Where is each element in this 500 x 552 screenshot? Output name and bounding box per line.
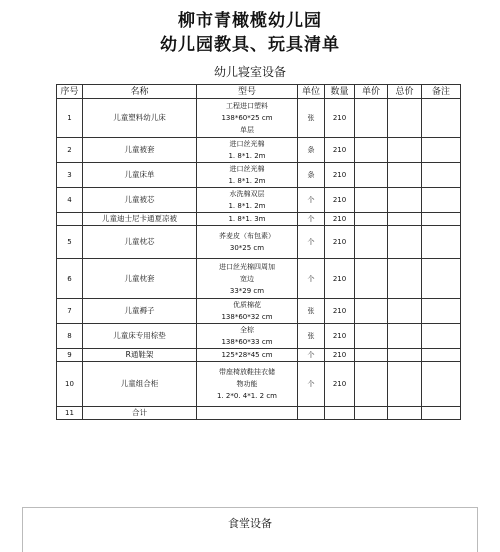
cell-spec bbox=[197, 299, 298, 324]
cell-empty bbox=[355, 99, 388, 138]
cell-empty bbox=[422, 138, 461, 163]
table-row bbox=[57, 349, 461, 362]
cell-unit: 个 bbox=[298, 349, 325, 362]
table-row bbox=[57, 362, 461, 407]
cell-empty bbox=[422, 349, 461, 362]
cell-no bbox=[57, 213, 83, 226]
spec-line: 138*60*32 cm bbox=[221, 313, 273, 321]
spec-line: 1. 8*1. 2m bbox=[228, 177, 266, 185]
cell-empty bbox=[388, 349, 422, 362]
cell-empty bbox=[388, 299, 422, 324]
col-header: 序号 bbox=[57, 85, 83, 99]
spec-line: 带座椅放鞋挂衣储 bbox=[219, 368, 275, 376]
spec-line: 1. 2*0. 4*1. 2 cm bbox=[217, 392, 277, 400]
cell-empty bbox=[355, 259, 388, 299]
cell-unit: 个 bbox=[298, 259, 325, 299]
table-row bbox=[57, 299, 461, 324]
spec-line: 125*28*45 cm bbox=[221, 351, 273, 359]
spec-line: 全棕 bbox=[240, 326, 254, 334]
cell-spec bbox=[197, 138, 298, 163]
cell-empty bbox=[388, 138, 422, 163]
cell-no: 9 bbox=[57, 349, 83, 362]
table-row bbox=[57, 163, 461, 188]
spec-line: 单层 bbox=[240, 126, 254, 134]
cell-unit: 张 bbox=[298, 324, 325, 349]
cell-empty bbox=[422, 407, 461, 420]
cell-no: 11 bbox=[57, 407, 83, 420]
cell-spec bbox=[197, 163, 298, 188]
cell-empty bbox=[355, 163, 388, 188]
col-header: 总价 bbox=[388, 85, 422, 99]
cell-no: 6 bbox=[57, 259, 83, 299]
cell-name: 儿童床单 bbox=[83, 163, 197, 188]
col-header: 数量 bbox=[325, 85, 355, 99]
spec-line: 物功能 bbox=[236, 380, 258, 388]
cell-name: 儿童枕芯 bbox=[83, 226, 197, 259]
cell-empty bbox=[355, 362, 388, 407]
table-row bbox=[57, 213, 461, 226]
spec-line: 33*29 cm bbox=[229, 286, 265, 295]
cell-empty bbox=[388, 362, 422, 407]
cell-empty bbox=[388, 259, 422, 299]
cell-empty bbox=[422, 99, 461, 138]
cell-empty bbox=[422, 324, 461, 349]
cell-no: 8 bbox=[57, 324, 83, 349]
spec-line: 进口丝光棉 bbox=[229, 140, 265, 148]
cell-empty bbox=[355, 324, 388, 349]
cell-empty bbox=[355, 349, 388, 362]
col-header: 单价 bbox=[355, 85, 388, 99]
cell-unit: 张 bbox=[298, 99, 325, 138]
cell-qty: 210 bbox=[325, 324, 355, 349]
cell-qty: 210 bbox=[325, 213, 355, 226]
cell-no: 5 bbox=[57, 226, 83, 259]
equipment-table bbox=[56, 84, 461, 420]
cell-unit: 个 bbox=[298, 362, 325, 407]
table-header-row bbox=[57, 85, 461, 99]
cell-empty bbox=[355, 226, 388, 259]
next-section-title: 食堂设备 bbox=[228, 517, 272, 530]
spec-line: 工程进口塑料 bbox=[226, 102, 268, 110]
cell-qty: 210 bbox=[325, 138, 355, 163]
col-header: 型号 bbox=[197, 85, 298, 99]
spec-line: 1. 8*1. 3m bbox=[228, 215, 266, 223]
cell-qty: 210 bbox=[325, 226, 355, 259]
cell-spec bbox=[197, 349, 298, 362]
spec-line: 138*60*33 cm bbox=[221, 338, 273, 346]
spec-line: 1. 8*1. 2m bbox=[228, 152, 266, 160]
cell-name: R通鞋架 bbox=[83, 349, 197, 362]
cell-empty bbox=[388, 226, 422, 259]
table-row bbox=[57, 324, 461, 349]
spec-line: 138*60*25 cm bbox=[221, 114, 273, 122]
cell-unit: 个 bbox=[298, 188, 325, 213]
spec-line: 水洗棉双层 bbox=[229, 190, 265, 198]
cell-name: 儿童组合柜 bbox=[83, 362, 197, 407]
col-header: 名称 bbox=[83, 85, 197, 99]
cell-qty: 210 bbox=[325, 188, 355, 213]
document-title: 柳市青橄榄幼儿园 bbox=[178, 11, 322, 31]
cell-spec bbox=[197, 259, 298, 299]
cell-spec bbox=[197, 362, 298, 407]
cell-empty bbox=[388, 213, 422, 226]
cell-unit: 个 bbox=[298, 213, 325, 226]
cell-qty bbox=[325, 407, 355, 420]
cell-name: 合计 bbox=[83, 407, 197, 420]
spec-line: 1. 8*1. 2m bbox=[228, 202, 266, 210]
cell-qty: 210 bbox=[325, 99, 355, 138]
cell-unit bbox=[298, 407, 325, 420]
cell-no: 4 bbox=[57, 188, 83, 213]
cell-empty bbox=[388, 324, 422, 349]
col-header: 单位 bbox=[298, 85, 325, 99]
cell-empty bbox=[422, 362, 461, 407]
next-section-box bbox=[22, 507, 478, 552]
cell-qty: 210 bbox=[325, 163, 355, 188]
cell-unit: 个 bbox=[298, 226, 325, 259]
cell-empty bbox=[422, 213, 461, 226]
cell-no: 7 bbox=[57, 299, 83, 324]
cell-spec bbox=[197, 213, 298, 226]
table-row bbox=[57, 407, 461, 420]
table-row bbox=[57, 188, 461, 213]
cell-name: 儿童褥子 bbox=[83, 299, 197, 324]
cell-no: 2 bbox=[57, 138, 83, 163]
cell-no: 3 bbox=[57, 163, 83, 188]
cell-empty bbox=[422, 299, 461, 324]
cell-name: 儿童被芯 bbox=[83, 188, 197, 213]
table-row bbox=[57, 226, 461, 259]
cell-empty bbox=[388, 99, 422, 138]
cell-qty: 210 bbox=[325, 299, 355, 324]
cell-empty bbox=[422, 188, 461, 213]
cell-spec bbox=[197, 226, 298, 259]
cell-empty bbox=[422, 163, 461, 188]
cell-empty bbox=[388, 163, 422, 188]
cell-empty bbox=[355, 138, 388, 163]
cell-empty bbox=[355, 213, 388, 226]
cell-empty bbox=[355, 299, 388, 324]
cell-name: 儿童塑料幼儿床 bbox=[83, 99, 197, 138]
cell-name: 儿童枕套 bbox=[83, 259, 197, 299]
cell-name: 儿童被套 bbox=[83, 138, 197, 163]
cell-empty bbox=[355, 407, 388, 420]
spec-line: 荞麦皮（布包素） bbox=[219, 232, 275, 240]
cell-name: 儿童迪士尼卡通夏凉被 bbox=[83, 213, 197, 226]
spec-line: 进口丝光棉 bbox=[229, 165, 265, 173]
cell-no: 1 bbox=[57, 99, 83, 138]
cell-qty: 210 bbox=[325, 259, 355, 299]
table-row bbox=[57, 99, 461, 138]
cell-empty bbox=[388, 407, 422, 420]
cell-name: 儿童床专用棕垫 bbox=[83, 324, 197, 349]
col-header: 备注 bbox=[422, 85, 461, 99]
cell-empty bbox=[422, 259, 461, 299]
cell-empty bbox=[422, 226, 461, 259]
cell-spec bbox=[197, 99, 298, 138]
spec-line: 宽边 bbox=[240, 274, 254, 283]
table-row bbox=[57, 259, 461, 299]
cell-qty: 210 bbox=[325, 362, 355, 407]
spec-line: 30*25 cm bbox=[229, 244, 265, 252]
cell-unit: 条 bbox=[298, 138, 325, 163]
cell-empty bbox=[388, 188, 422, 213]
cell-spec bbox=[197, 407, 298, 420]
cell-spec bbox=[197, 188, 298, 213]
cell-spec bbox=[197, 324, 298, 349]
section-title: 幼儿寝室设备 bbox=[213, 65, 286, 79]
cell-qty: 210 bbox=[325, 349, 355, 362]
document-subtitle: 幼儿园教具、玩具清单 bbox=[160, 35, 340, 55]
spec-line: 优质棉花 bbox=[233, 301, 261, 309]
cell-empty bbox=[355, 188, 388, 213]
table-row bbox=[57, 138, 461, 163]
spec-line: 进口丝光棉四周加 bbox=[219, 262, 275, 271]
cell-unit: 条 bbox=[298, 163, 325, 188]
cell-no: 10 bbox=[57, 362, 83, 407]
cell-unit: 张 bbox=[298, 299, 325, 324]
